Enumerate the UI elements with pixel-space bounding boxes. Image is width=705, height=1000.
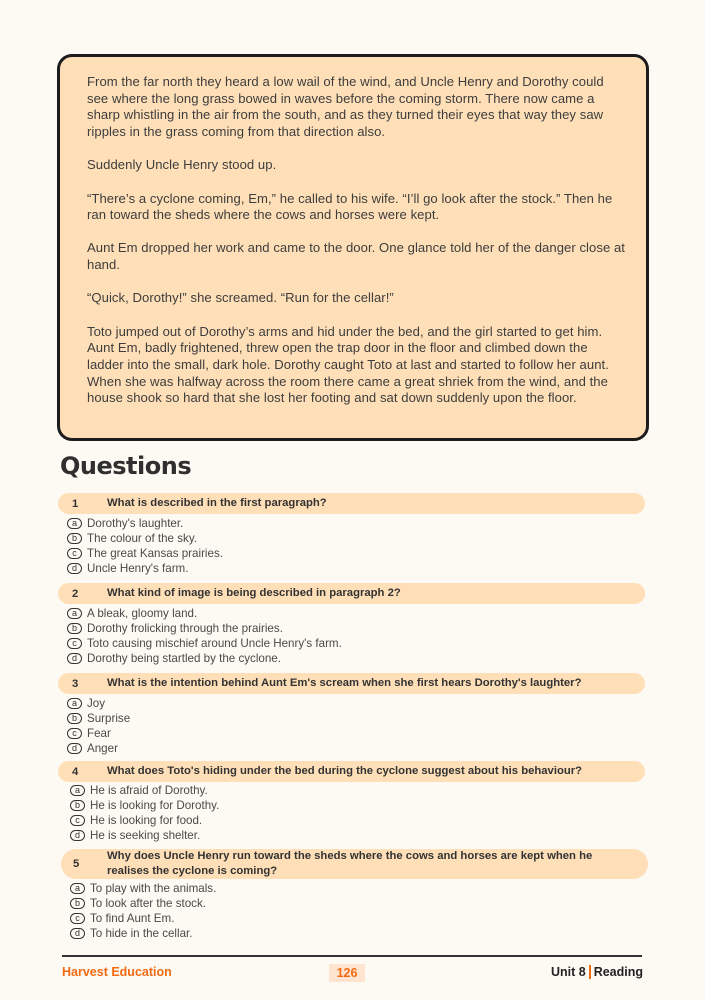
option-letter-circle-icon[interactable]: c	[70, 913, 85, 924]
footer-divider	[62, 955, 642, 957]
option-text: A bleak, gloomy land.	[87, 607, 198, 620]
question-header	[58, 583, 645, 604]
question-number: 3	[72, 677, 79, 690]
option-text: Toto causing mischief around Uncle Henry's farm.	[87, 637, 342, 650]
question-text: What does Toto's hiding under the bed during the cyclone suggest about his behaviour?	[107, 765, 583, 777]
answer-option[interactable]	[67, 636, 342, 651]
page-number: 126	[329, 964, 365, 982]
option-text: To play with the animals.	[90, 882, 217, 895]
answer-option[interactable]	[67, 711, 130, 726]
answer-option[interactable]	[67, 726, 130, 741]
answer-option[interactable]	[67, 531, 223, 546]
answer-options	[70, 881, 216, 941]
option-text: He is afraid of Dorothy.	[90, 784, 208, 797]
reading-passage-box	[57, 54, 649, 441]
question-header	[61, 849, 648, 879]
passage-paragraph: Aunt Em dropped her work and came to the door. One glance told her of the danger close at hand.	[87, 240, 625, 273]
separator-bar	[589, 965, 591, 979]
unit-number: Unit 8	[550, 965, 586, 979]
option-text: The great Kansas prairies.	[87, 547, 223, 560]
answer-option[interactable]	[67, 696, 130, 711]
option-text: He is looking for food.	[90, 814, 203, 827]
question-text: What kind of image is being described in paragraph 2?	[107, 587, 401, 599]
option-letter-circle-icon[interactable]: a	[67, 698, 82, 709]
question-header	[58, 761, 645, 782]
question-header	[58, 493, 645, 514]
answer-option[interactable]	[70, 881, 216, 896]
option-letter-circle-icon[interactable]: c	[67, 728, 82, 739]
option-text: Dorothy being startled by the cyclone.	[87, 652, 281, 665]
answer-option[interactable]	[70, 783, 219, 798]
passage-paragraph: Toto jumped out of Dorothy’s arms and hid under the bed, and the girl started to get him. Aunt Em, badly frightened, threw open the trap door in the floor and climbed down the ladder into the small, dark hole. Dorothy caught Toto at last and started to follow her aunt. When she was halfway across the room there came a great shriek from the wind, and the house shook so hard that she lost her footing and sat down suddenly upon the floor.	[87, 323, 609, 406]
option-text: Uncle Henry's farm.	[87, 562, 189, 575]
answer-options	[67, 696, 130, 756]
answer-option[interactable]	[67, 741, 130, 756]
option-text: Dorothy frolicking through the prairies.	[87, 622, 283, 635]
option-letter-circle-icon[interactable]: b	[70, 898, 85, 909]
question-number: 2	[72, 587, 79, 600]
option-letter-circle-icon[interactable]: a	[70, 883, 85, 894]
passage-paragraph: “There’s a cyclone coming, Em,” he called to his wife. “I’ll go look after the stock.” Then he ran toward the sheds where the cows and horses were kept.	[87, 190, 613, 223]
option-text: Fear	[87, 727, 111, 740]
option-letter-circle-icon[interactable]: a	[67, 518, 82, 529]
section-name: Reading	[593, 965, 643, 979]
answer-option[interactable]	[70, 911, 216, 926]
option-text: He is seeking shelter.	[90, 829, 201, 842]
answer-option[interactable]	[67, 561, 223, 576]
option-text: To look after the stock.	[90, 897, 206, 910]
option-text: To find Aunt Em.	[90, 912, 175, 925]
option-letter-circle-icon[interactable]: b	[67, 713, 82, 724]
option-letter-circle-icon[interactable]: d	[70, 830, 85, 841]
publisher-name: Harvest Education	[62, 965, 172, 979]
passage-paragraph: “Quick, Dorothy!” she screamed. “Run for the cellar!”	[87, 290, 394, 306]
option-letter-circle-icon[interactable]: c	[67, 638, 82, 649]
answer-option[interactable]	[67, 516, 223, 531]
answer-options	[67, 516, 223, 576]
option-letter-circle-icon[interactable]: d	[67, 743, 82, 754]
answer-option[interactable]	[67, 651, 342, 666]
option-letter-circle-icon[interactable]: d	[67, 653, 82, 664]
passage-paragraph: From the far north they heard a low wail of the wind, and Uncle Henry and Dorothy could see where the long grass bowed in waves before the coming storm. There now came a sharp whistling in the air from the south, and as they turned their eyes that way they saw ripples in the grass coming from that direction also.	[87, 74, 604, 140]
question-number: 4	[72, 765, 79, 778]
option-letter-circle-icon[interactable]: a	[70, 785, 85, 796]
answer-option[interactable]	[70, 798, 219, 813]
question-header	[58, 673, 645, 694]
answer-option[interactable]	[70, 813, 219, 828]
answer-options	[67, 606, 342, 666]
passage-paragraph: Suddenly Uncle Henry stood up.	[87, 157, 277, 173]
option-text: He is looking for Dorothy.	[90, 799, 220, 812]
question-text: What is described in the first paragraph?	[107, 497, 327, 509]
question-number: 1	[72, 497, 79, 510]
option-text: Surprise	[87, 712, 131, 725]
unit-label	[551, 965, 643, 979]
answer-option[interactable]	[67, 606, 342, 621]
answer-option[interactable]	[70, 896, 216, 911]
option-letter-circle-icon[interactable]: d	[70, 928, 85, 939]
answer-option[interactable]	[67, 546, 223, 561]
option-text: To hide in the cellar.	[90, 927, 193, 940]
option-letter-circle-icon[interactable]: b	[67, 623, 82, 634]
answer-option[interactable]	[67, 621, 342, 636]
option-letter-circle-icon[interactable]: a	[67, 608, 82, 619]
option-text: The colour of the sky.	[87, 532, 197, 545]
option-letter-circle-icon[interactable]: b	[70, 800, 85, 811]
option-text: Dorothy's laughter.	[87, 517, 184, 530]
option-letter-circle-icon[interactable]: c	[67, 548, 82, 559]
answer-option[interactable]	[70, 926, 216, 941]
question-number: 5	[73, 858, 80, 870]
answer-options	[70, 783, 219, 843]
answer-option[interactable]	[70, 828, 219, 843]
option-letter-circle-icon[interactable]: c	[70, 815, 85, 826]
option-letter-circle-icon[interactable]: d	[67, 563, 82, 574]
option-text: Anger	[87, 742, 118, 755]
question-text: What is the intention behind Aunt Em's scream when she first hears Dorothy's laughter?	[107, 677, 582, 689]
option-text: Joy	[87, 697, 106, 710]
passage-text	[87, 74, 627, 424]
questions-heading: Questions	[60, 452, 192, 480]
question-text: Why does Uncle Henry run toward the sheds where the cows and horses are kept when he realises the cyclone is coming?	[107, 850, 593, 877]
option-letter-circle-icon[interactable]: b	[67, 533, 82, 544]
